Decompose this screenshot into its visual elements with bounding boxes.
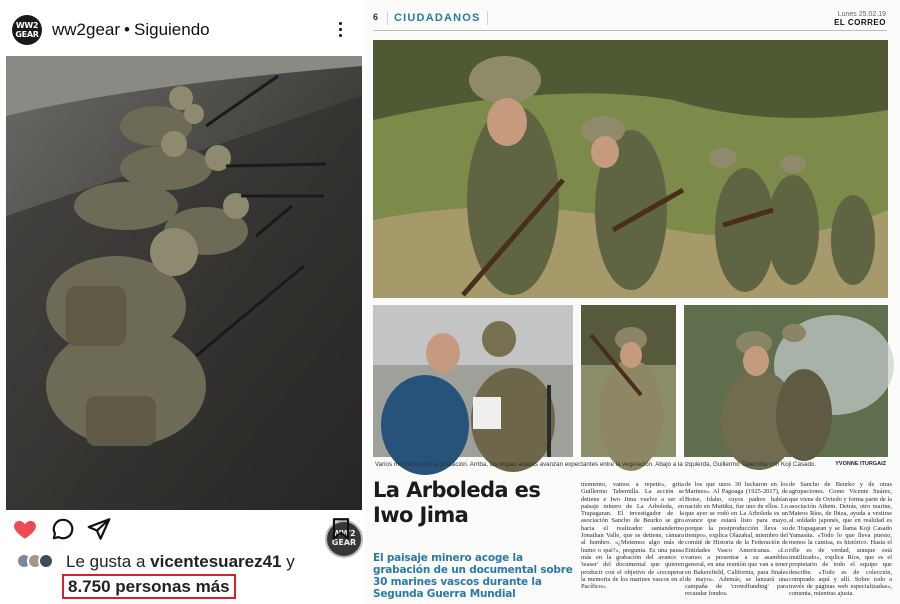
post-header bbox=[0, 0, 365, 56]
photo-credit: YVONNE ITURGAIZ bbox=[831, 461, 886, 467]
section-label: CIUDADANOS bbox=[387, 11, 488, 25]
header-rule bbox=[373, 30, 887, 31]
soldiers-on-slope-image bbox=[6, 56, 362, 510]
more-options-icon[interactable] bbox=[332, 22, 348, 40]
heart-icon[interactable] bbox=[12, 516, 38, 542]
issue-date: Lunes 25.02.19 bbox=[837, 11, 886, 18]
article-column-1: momento, vamos a repetir», grita Guillermo Tabernilla. La acción se detiene e Iwo Jima vuelve a ser el paisaje minero de La Arboleda, en Trapagaran. El investigador de la asociación Sancho de Beurko se gira hacia el realizador santanderino Jonathan Valle, que se detiene, cámara al hombro. «¿Metemos algo más de humo o qué?», pregunta. Es una pausa más en la grabación del avance o 'teaser' del documental que quieren producir con el objetivo de «recuperar la memoria de los marines vascos en el Pacífico». bbox=[581, 481, 684, 591]
post-photo[interactable] bbox=[6, 56, 362, 547]
following-button[interactable]: Siguiendo bbox=[134, 20, 210, 39]
liked-by-text bbox=[66, 552, 295, 572]
likes-summary bbox=[16, 552, 361, 602]
bookmark-icon[interactable] bbox=[328, 516, 354, 542]
photo-smoke-soldiers bbox=[684, 305, 888, 457]
newspaper-page bbox=[365, 0, 900, 604]
post-actions bbox=[0, 516, 365, 546]
avatar[interactable]: WW2 GEAR bbox=[12, 15, 42, 45]
liker-username[interactable]: vicentesuarez41 bbox=[150, 552, 282, 571]
article-column-3: de Sancho de Beurko y de otras agrupaciones. Como Vicente Suárez, que viene de Oviedo y forma parte de la asociación Athem. Detrás, otro marine, Mateos Ríos, de Ibiza, ayuda a vestirse al soldado japonés, que en realidad es de Trapagaran y se llama Koji Casado Yamasita. «Todo lo que lleva puesto, menos la camisa, es histórico. Hasta el rifle es de verdad, aunque está inutilizado», explica Ríos, que es el propietario de todo el equipo que describe. «Todo es de colección, comprado aquí y allí. Sobre todo a través de páginas web especializadas», comenta, mientras ajusta. bbox=[789, 481, 892, 598]
separator-dot: • bbox=[124, 20, 130, 39]
photo-soldier-rifle bbox=[581, 305, 676, 457]
page-number: 6 bbox=[373, 12, 379, 22]
instagram-post bbox=[0, 0, 365, 604]
liker-avatars bbox=[16, 553, 60, 571]
article-headline: La Arboleda es Iwo Jima bbox=[373, 478, 541, 527]
share-icon[interactable] bbox=[86, 516, 112, 542]
photo-interview bbox=[373, 305, 573, 457]
liked-by-prefix: Le gusta a bbox=[66, 552, 146, 571]
username-link[interactable]: ww2gear bbox=[52, 20, 121, 39]
liker-avatar bbox=[38, 553, 54, 569]
other-likes-link[interactable]: 8.750 personas más bbox=[62, 574, 236, 599]
post-author-line bbox=[52, 20, 210, 40]
comment-icon[interactable] bbox=[50, 516, 76, 542]
photo-caption: Varios momentos de la grabación. Arriba, las tropas aliadas avanzan expectantes entre la vegetación. Abajo a la izquierda, Guillermo Tabernilla con Koji Casado. bbox=[375, 461, 817, 468]
liked-by-conjunction: y bbox=[286, 552, 295, 571]
main-photo bbox=[373, 40, 888, 298]
article-column-2: de los que unos 30 lucharon en los Marines». Al Pagoaga (1925-2017), de Boise, Idaho, cuyos padres habían nacido en Muttiku, fue uno de ellos. Lo que ayer se rodó en La Arboleda es un avance que estará listo para mayo, porque la postproducción lleva su tiempo», explica Olazabal, miembro del comité de Historia de la Federación de Entidades Vasco Americanas. «Lo vamos a presentar a su asamblea general, en una reunión que van a tener en Bakersfield, California, para finales de mayo». Además, se lanzará una campaña de 'crowdfunding' para recaudar fondos. bbox=[685, 481, 788, 598]
newspaper-name: EL CORREO bbox=[834, 18, 886, 27]
watermark-logo: WW2 GEAR bbox=[325, 520, 363, 558]
article-subheadline: El paisaje minero acoge la grabación de un documental sobre 30 marines vascos durante la Segunda Guerra Mundial bbox=[373, 552, 573, 600]
